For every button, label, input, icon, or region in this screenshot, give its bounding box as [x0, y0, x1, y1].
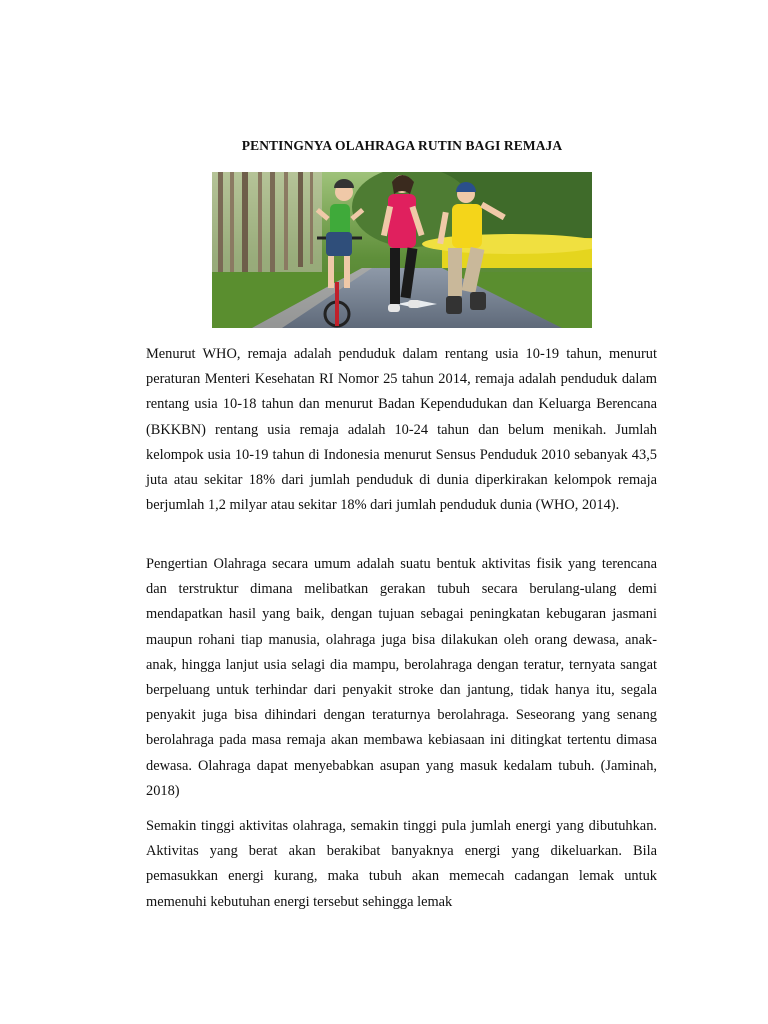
- article-photo: [212, 172, 592, 328]
- paragraph-2: Pengertian Olahraga secara umum adalah suatu bentuk aktivitas fisik yang terencana dan terstruktur dimana melibatkan gerakan tubuh secara berulang-ulang demi mendapatkan hasil yang baik, dengan tujuan sebagai peningkatan kebugaran jasmani maupun rohani tiap manusia, olahraga juga bisa dilakukan oleh orang dewasa, anak-anak, hingga lanjut usia selagi dia mampu, berolahraga dengan teratur, ternyata sangat berpeluang untuk terhindar dari penyakit stroke dan jantung, tidak hanya itu, segala penyakit juga bisa dihindari dengan teraturnya berolahraga. Seseorang yang senang berolahraga pada masa remaja akan membawa kebiasaan ini ditingkat tertentu dimasa dewasa. Olahraga dapat menyebabkan asupan yang masuk kedalam tubuh. (Jaminah, 2018): [146, 556, 657, 799]
- exercise-illustration: [212, 172, 592, 328]
- paragraph-3: Semakin tinggi aktivitas olahraga, semakin tinggi pula jumlah energi yang dibutuhkan. Aktivitas yang berat akan berakibat banyaknya energi yang dikeluarkan. Bila pemasukkan energi kurang, maka tubuh akan memecah cadangan lemak untuk memenuhi kebutuhan energi tersebut sehingga lemak: [146, 818, 657, 910]
- document-title: PENTINGNYA OLAHRAGA RUTIN BAGI REMAJA: [241, 138, 563, 153]
- paragraph-1: Menurut WHO, remaja adalah penduduk dalam rentang usia 10-19 tahun, menurut peraturan Menteri Kesehatan RI Nomor 25 tahun 2014, remaja adalah penduduk dalam rentang usia 10-18 tahun dan menurut Badan Kependudukan dan Keluarga Berencana (BKKBN) rentang usia remaja adalah 10-24 tahun dan belum menikah. Jumlah kelompok usia 10-19 tahun di Indonesia menurut Sensus Penduduk 2010 sebanyak 43,5 juta atau sekitar 18% dari jumlah penduduk di dunia diperkirakan kelompok remaja berjumlah 1,2 milyar atau sekitar 18% dari jumlah penduduk dunia (WHO, 2014).: [146, 346, 657, 514]
